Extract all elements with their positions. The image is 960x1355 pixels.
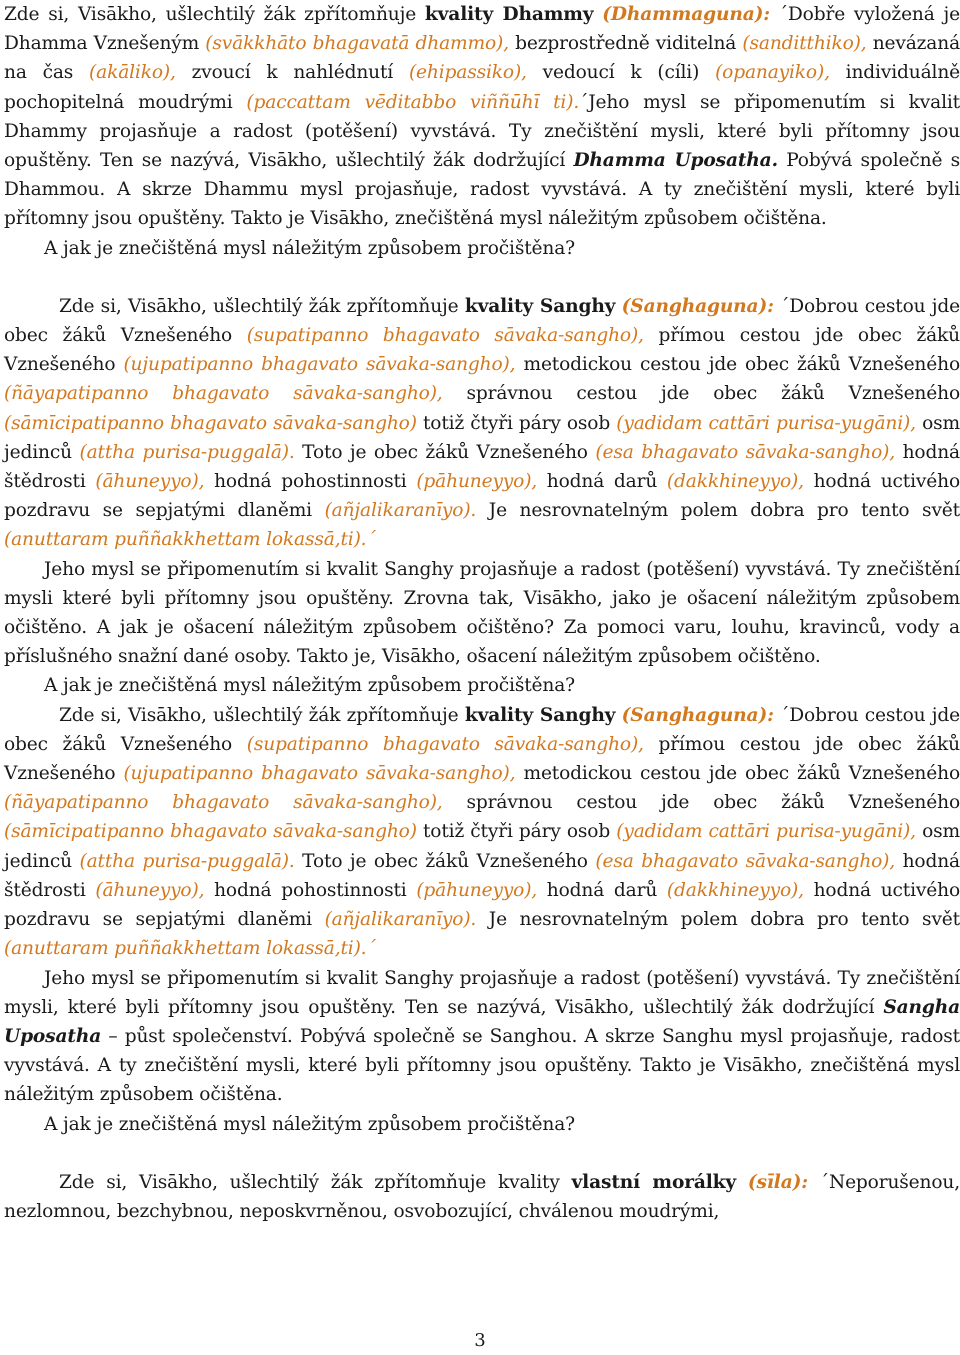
pali-term: (āhuneyyo), bbox=[95, 471, 205, 493]
pali-term: (sāmīcipatipanno bhagavato sāvaka-sangho) bbox=[4, 821, 417, 843]
paragraph bbox=[4, 1168, 960, 1226]
text-run: hodná štědrosti bbox=[4, 850, 960, 901]
text-run: osm jedinců bbox=[4, 821, 960, 872]
text-run: ´Dobrou cestou jde obec žáků Vznešeného bbox=[4, 295, 960, 347]
text-run: ´Jeho mysl se připomenutím si kvalit Dhammy projasňuje a radost (potěšení) vyvstává. Ty znečištění mysli, které byli přítomny jsou opuštěny. Ten se nazývá, Visākho, ušlechtilý žák dodržující bbox=[4, 91, 960, 172]
text-run: Jeho mysl se připomenutím si kvalit Sanghy projasňuje a radost (potěšení) vyvstává. Ty znečištění mysli, které byli přítomny jsou opuštěny. Ten se nazývá, Visākho, ušlechtilý žák dodržující bbox=[4, 967, 960, 1018]
pali-term: (anuttaram puññakkhettam lokassā,ti).´ bbox=[4, 938, 376, 960]
pali-term: (attha purisa-puggalā). bbox=[79, 441, 295, 463]
text-run: hodná pohostinnosti bbox=[204, 879, 417, 901]
text-run: Zde si, Visākho, ušlechtilý žák zpřítomňuje bbox=[59, 704, 465, 726]
pali-term: (yadidam cattāri purisa-yugāni), bbox=[616, 821, 916, 843]
text-run: Toto je obec žáků Vznešeného bbox=[294, 441, 596, 463]
pali-term: (svākkhāto bhagavatā dhammo), bbox=[205, 33, 509, 55]
emphasis-text: Dhamma Uposatha. bbox=[573, 150, 778, 172]
pali-term: (ehipassiko), bbox=[408, 62, 527, 84]
paragraph bbox=[4, 1110, 960, 1139]
text-run: Zde si, Visākho, ušlechtilý žák zpřítomňuje bbox=[59, 295, 465, 317]
pali-term: (attha purisa-puggalā). bbox=[79, 850, 295, 872]
text-run: hodná uctivého pozdravu se sepjatými dlaněmi bbox=[4, 471, 960, 522]
text-run: Pobývá společně s Dhammou. A skrze Dhammu mysl projasňuje, radost vyvstává. A ty znečištění mysli, které byli přítomny jsou opuštěny. Takto je Visākho, znečištěná mysl náležitým způsobem očištěna. bbox=[4, 150, 960, 230]
pali-term: (akāliko), bbox=[89, 62, 176, 84]
pali-term: (ñāyapatipanno bhagavato sāvaka-sangho), bbox=[4, 383, 443, 405]
pali-term: (āhuneyyo), bbox=[95, 879, 205, 901]
pali-term: (esa bhagavato sāvaka-sangho), bbox=[595, 441, 896, 463]
pali-term: (dakkhineyyo), bbox=[666, 471, 804, 493]
pali-term: (sīla): bbox=[747, 1171, 808, 1193]
pali-term: (ujupatipanno bhagavato sāvaka-sangho), bbox=[123, 763, 516, 785]
pali-term: (dakkhineyyo), bbox=[666, 879, 804, 901]
text-run: hodná pohostinnosti bbox=[204, 471, 417, 493]
text-run: hodná darů bbox=[537, 471, 667, 493]
pali-term: (anuttaram puññakkhettam lokassā,ti).´ bbox=[4, 529, 376, 551]
text-run: vedoucí k (cíli) bbox=[526, 62, 716, 84]
text-run: Zde si, Visākho, ušlechtilý žák zpřítomňuje bbox=[4, 4, 425, 25]
text-run: ´Dobře vyložená je Dhamma Vznešeným bbox=[4, 4, 960, 55]
pali-term: (Dhammaguna): bbox=[602, 4, 770, 25]
emphasis-text: kvality Sanghy bbox=[464, 295, 616, 317]
text-run: hodná uctivého pozdravu se sepjatými dlaněmi bbox=[4, 879, 960, 931]
text-run: zvoucí k nahlédnutí bbox=[175, 62, 409, 84]
text-run: ´Neporušenou, nezlomnou, bezchybnou, neposkvrněnou, osvobozující, chválenou moudrými, bbox=[4, 1171, 960, 1222]
pali-term: (sanditthiko), bbox=[742, 33, 867, 55]
text-run: nevázaná na čas bbox=[4, 33, 960, 84]
pali-term: (supatipanno bhagavato sāvaka-sangho), bbox=[246, 325, 644, 347]
paragraph bbox=[4, 234, 960, 263]
pali-term: (yadidam cattāri purisa-yugāni), bbox=[616, 412, 916, 434]
emphasis-text: vlastní morálky bbox=[571, 1171, 737, 1193]
text-run: individuálně pochopitelná moudrými bbox=[4, 62, 960, 113]
paragraph bbox=[4, 555, 960, 672]
text-run: Toto je obec žáků Vznešeného bbox=[294, 850, 596, 872]
pali-term: (añjalikaranīyo). bbox=[324, 500, 477, 522]
pali-term: (paccattam vēditabbo viññūhī ti). bbox=[246, 91, 580, 113]
text-run: metodickou cestou jde obec žáků Vznešeného bbox=[515, 354, 960, 376]
paragraph bbox=[4, 292, 960, 555]
text-run: hodná štědrosti bbox=[4, 441, 960, 493]
pali-term: (ñāyapatipanno bhagavato sāvaka-sangho), bbox=[4, 792, 443, 814]
text-run: správnou cestou jde obec žáků Vznešeného bbox=[442, 383, 960, 405]
text-run: totiž čtyři páry osob bbox=[416, 821, 617, 843]
text-run: ´Dobrou cestou jde obec žáků Vznešeného bbox=[4, 704, 960, 755]
text-run bbox=[736, 1172, 748, 1193]
text-run: totiž čtyři páry osob bbox=[416, 412, 617, 434]
paragraph bbox=[4, 671, 960, 700]
text-run: A jak je znečištěná mysl náležitým způsobem pročištěna? bbox=[44, 237, 575, 259]
text-run: osm jedinců bbox=[4, 412, 960, 463]
paragraph bbox=[4, 701, 960, 964]
pali-term: (supatipanno bhagavato sāvaka-sangho), bbox=[246, 733, 644, 755]
document-body bbox=[4, 0, 960, 1226]
pali-term: (añjalikaranīyo). bbox=[324, 909, 477, 931]
pali-term: (sāmīcipatipanno bhagavato sāvaka-sangho) bbox=[4, 412, 417, 434]
text-run: Zde si, Visākho, ušlechtilý žák zpřítomňuje kvality bbox=[59, 1171, 572, 1193]
pali-term: (Sanghaguna): bbox=[621, 704, 774, 726]
pali-term: (ujupatipanno bhagavato sāvaka-sangho), bbox=[123, 354, 516, 376]
emphasis-text: kvality Dhammy bbox=[424, 4, 594, 25]
paragraph-gap bbox=[4, 1139, 960, 1168]
text-run: hodná darů bbox=[537, 879, 667, 901]
pali-term: (Sanghaguna): bbox=[621, 295, 774, 317]
emphasis-text: kvality Sanghy bbox=[464, 704, 616, 726]
text-run bbox=[593, 4, 602, 25]
pali-term: (pāhuneyyo), bbox=[416, 471, 538, 493]
text-run: – půst společenství. Pobývá společně se Sanghou. A skrze Sanghu mysl projasňuje, radost vyvstává. A ty znečištění mysli, které byli přítomny jsou opuštěny. Takto je Visākho, znečištěná mysl náležitým způsobem očištěna. bbox=[4, 1025, 960, 1106]
pali-term: (opanayiko), bbox=[715, 62, 830, 84]
text-run: bezprostředně viditelná bbox=[508, 33, 743, 55]
paragraph bbox=[4, 964, 960, 1110]
text-run: A jak je znečištěná mysl náležitým způsobem pročištěna? bbox=[44, 675, 575, 697]
text-run: A jak je znečištěná mysl náležitým způsobem pročištěna? bbox=[44, 1113, 575, 1135]
text-run: správnou cestou jde obec žáků Vznešeného bbox=[442, 792, 960, 814]
pali-term: (pāhuneyyo), bbox=[416, 879, 538, 901]
text-run: Jeho mysl se připomenutím si kvalit Sanghy projasňuje a radost (potěšení) vyvstává. Ty znečištění mysli které byli přítomny jsou opuštěny. Zrovna tak, Visākho, jako je ošacení náležitým způsobem očištěno. A jak je ošacení náležitým způsobem očištěno? Za pomoci varu, louhu, kravinců, vody a příslušného snažní dané osoby. Takto je, Visākho, ošacení náležitým způsobem očištěno. bbox=[4, 558, 960, 668]
text-run: přímou cestou jde obec žáků Vznešeného bbox=[4, 325, 960, 376]
text-run: přímou cestou jde obec žáků Vznešeného bbox=[4, 733, 960, 785]
text-run: metodickou cestou jde obec žáků Vznešeného bbox=[515, 763, 960, 785]
text-run: Je nesrovnatelným polem dobra pro tento svět bbox=[476, 500, 960, 522]
emphasis-text: Sangha Uposatha bbox=[4, 996, 960, 1047]
paragraph bbox=[4, 0, 960, 234]
pali-term: (esa bhagavato sāvaka-sangho), bbox=[595, 850, 896, 872]
paragraph-gap bbox=[4, 263, 960, 292]
page-number: 3 bbox=[474, 1330, 486, 1351]
text-run: Je nesrovnatelným polem dobra pro tento svět bbox=[476, 909, 960, 931]
